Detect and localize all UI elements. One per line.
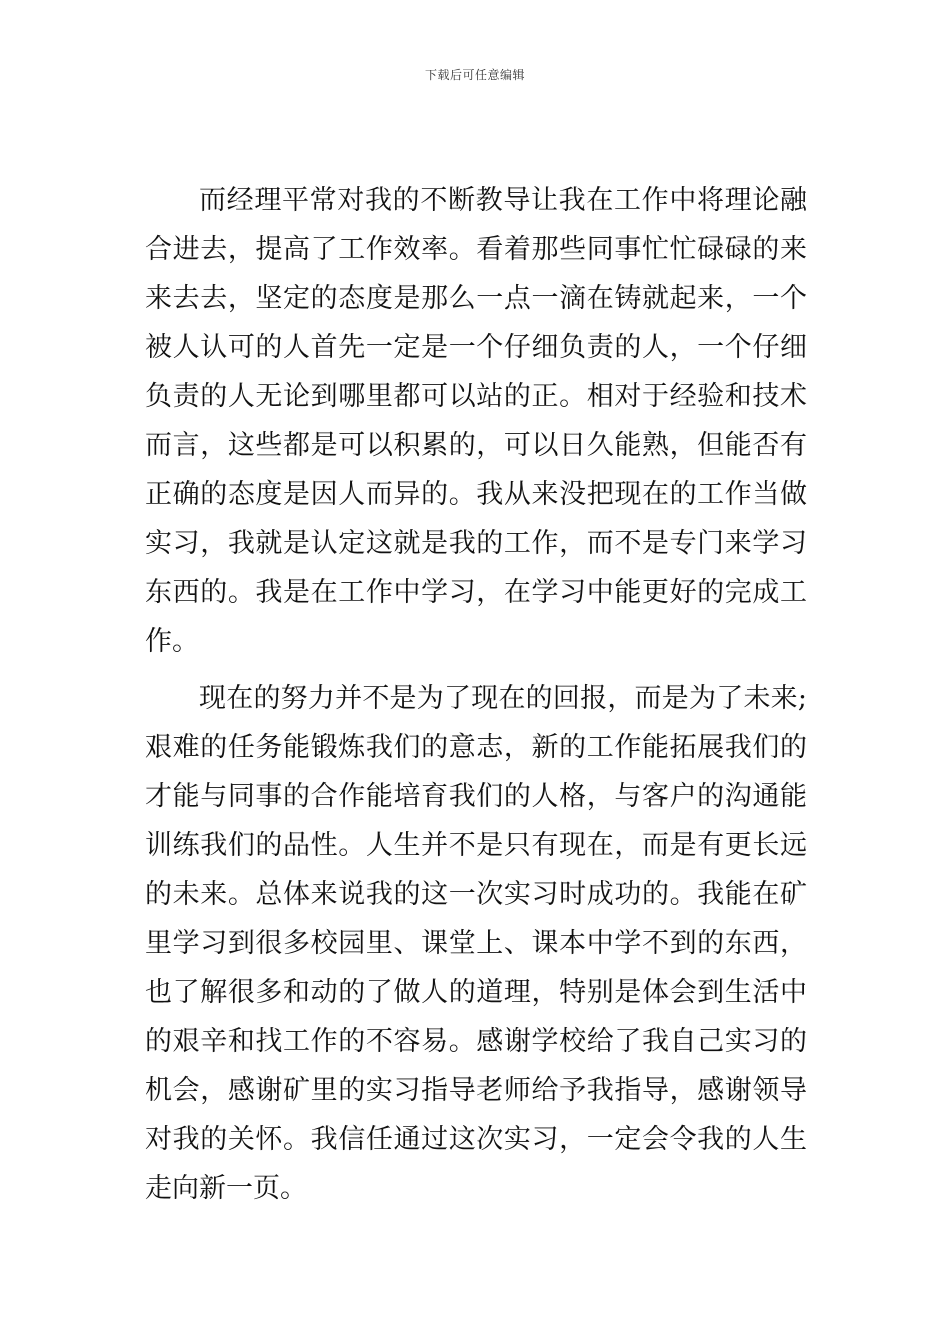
page-header: 下载后可任意编辑	[424, 68, 525, 82]
paragraph-1: 而经理平常对我的不断教导让我在工作中将理论融合进去，提高了工作效率。看着那些同事忙忙碌碌的来来去去，坚定的态度是那么一点一滴在铸就起来，一个被人认可的人首先一定是一个仔细负责的人，一个仔细负责的人无论到哪里都可以站的正。相对于经验和技术而言，这些都是可以积累的，可以日久能熟，但能否有正确的态度是因人而异的。我从来没把现在的工作当做实习，我就是认定这就是我的工作，而不是专门来学习东西的。我是在工作中学习，在学习中能更好的完成工作。	[145, 185, 807, 657]
paragraph-2: 现在的努力并不是为了现在的回报，而是为了未来;艰难的任务能锻炼我们的意志，新的工作能拓展我们的才能与同事的合作能培育我们的人格，与客户的沟通能训练我们的品性。人生并不是只有现在，而是有更长远的未来。总体来说我的这一次实习时成功的。我能在矿里学习到很多校园里、课堂上、课本中学不到的东西，也了解很多和动的了做人的道理，特别是体会到生活中的艰辛和找工作的不容易。感谢学校给了我自己实习的机会，感谢矿里的实习指导老师给予我指导，感谢领导对我的关怀。我信任通过这次实习，一定会令我的人生走向新一页。	[145, 683, 807, 1204]
